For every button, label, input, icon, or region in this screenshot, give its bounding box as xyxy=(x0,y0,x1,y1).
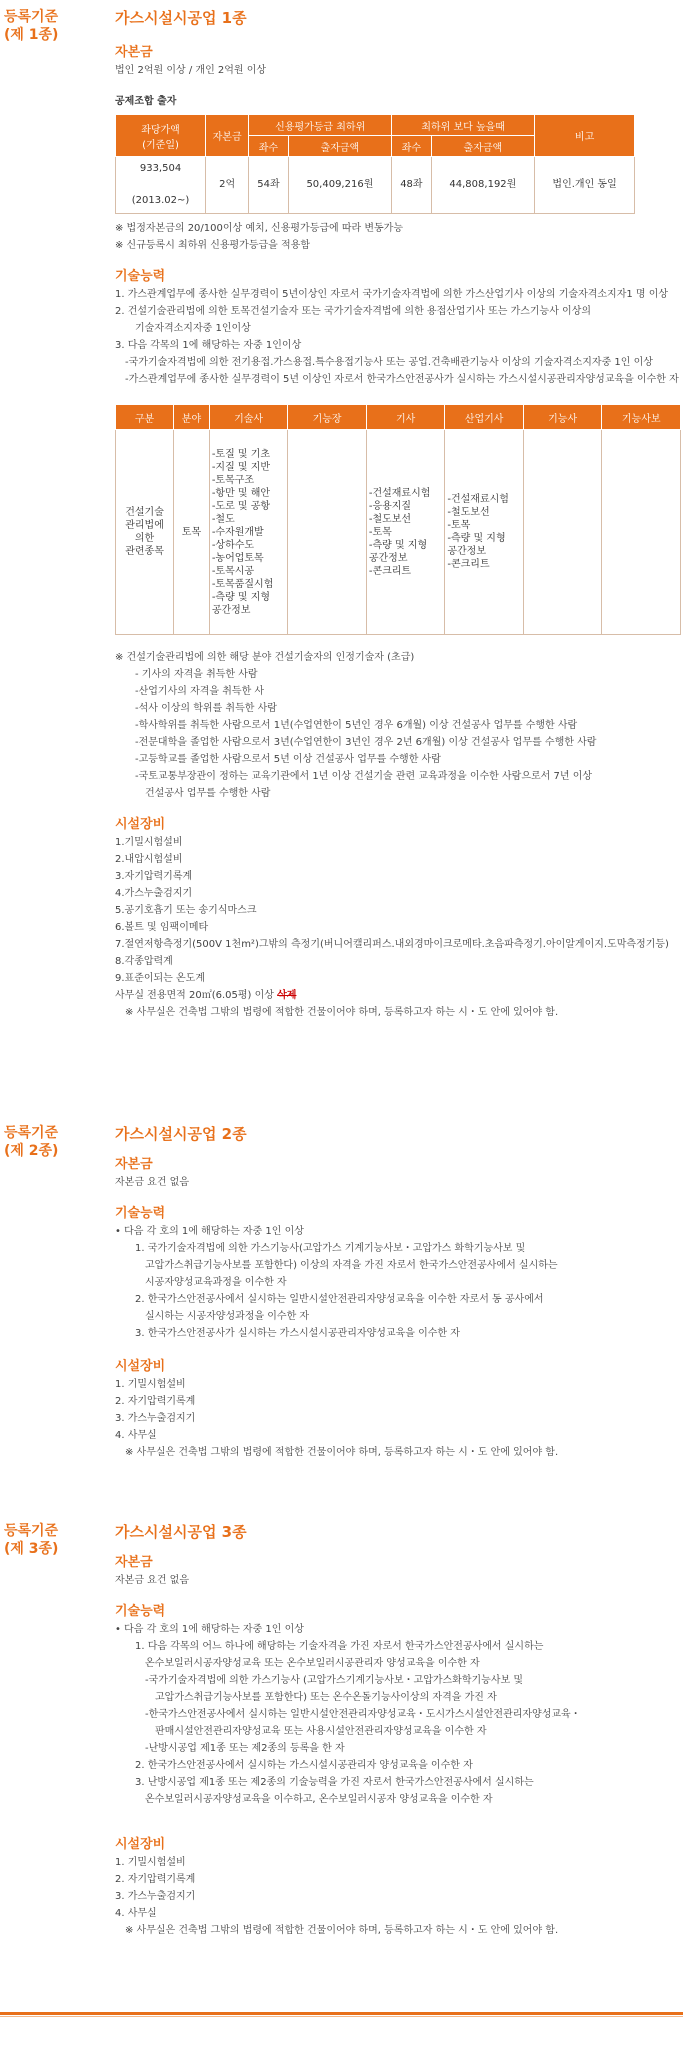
cell-industrial xyxy=(445,430,524,635)
note-line: ※ 법정자본금의 20/100이상 예치, 신용평가등급에 따라 변동가능 xyxy=(115,223,403,234)
skill-line: 판매시설안전관리자양성교육 또는 사용시설안전관리자양성교육을 이수한 자 xyxy=(155,1726,487,1737)
skill-line: • 다음 각 호의 1에 해당하는 자중 1인 이상 xyxy=(115,1624,304,1635)
subject-item: -상하수도 xyxy=(211,539,255,551)
category-line: 관련종목 xyxy=(125,546,164,557)
subject-item: 공간정보 xyxy=(447,546,486,557)
th-col-7: 기능사보 xyxy=(602,405,681,430)
th-amount-a: 출자금액 xyxy=(288,136,392,157)
equipment-item: 1. 기밀시험설비 xyxy=(115,1857,186,1868)
qualification-table xyxy=(115,404,681,635)
cell-unit-value-2: (2013.02~) xyxy=(131,195,190,206)
skill-line: 고압가스취급기능사보를 포함한다) 또는 온수온돌기능사이상의 자격을 가진 자 xyxy=(155,1692,497,1703)
union-notes xyxy=(115,220,680,254)
cell-engineer xyxy=(209,430,288,635)
th-units-b: 좌수 xyxy=(392,136,431,157)
th-col-6: 기능사 xyxy=(523,405,602,430)
equipment-item: 8.각종압력계 xyxy=(115,956,173,967)
cell-gisa xyxy=(366,430,445,635)
skill-line: 2. 건설기술관리법에 의한 토목건설기술자 또는 국가기술자격법에 의한 용접산업기사 또는 가스기능사 이상의 xyxy=(115,306,592,317)
skill-line: 1. 가스관계업무에 종사한 실무경력이 5년이상인 자로서 국가기술자격법에 의한 가스산업기사 이상의 기술자격소지자1 명 이상 xyxy=(115,289,669,300)
section-title: 가스시설시공업 1종 xyxy=(115,9,247,27)
cell-field: 토목 xyxy=(174,430,210,635)
th-note: 비고 xyxy=(535,115,635,157)
cell-craftsman xyxy=(523,430,602,635)
equipment-list xyxy=(115,1854,680,1922)
qualification-line: ※ 건설기술관리법에 의한 해당 분야 건설기술자의 인정기술자 (초급) xyxy=(115,652,415,663)
subject-item: -건설재료시험 xyxy=(447,494,509,505)
cell-category xyxy=(116,430,174,635)
skill-list xyxy=(115,1621,680,1808)
footer-divider-light xyxy=(0,2016,683,2017)
subject-item: -항만 및 해안 xyxy=(211,487,271,499)
capital-heading: 자본금 xyxy=(115,45,153,60)
skill-line: 2. 한국가스안전공사에서 실시하는 일반시설안전관리자양성교육을 이수한 자로서 동 공사에서 xyxy=(135,1294,544,1305)
equipment-item: 4.가스누출검지기 xyxy=(115,888,193,899)
cell-master xyxy=(288,430,367,635)
equipment-item: 2. 자기압력기록계 xyxy=(115,1874,196,1885)
skill-line: 실시하는 시공자양성과정을 이수한 자 xyxy=(145,1311,310,1322)
th-units-a: 좌수 xyxy=(249,136,288,157)
section-title: 가스시설시공업 3종 xyxy=(115,1523,247,1541)
category-line: 관리법에 xyxy=(125,520,164,531)
equipment-item: 3. 가스누출검지기 xyxy=(115,1891,196,1902)
subject-item: -측량 및 지형 xyxy=(447,533,506,544)
subject-item: -토목구조 xyxy=(211,474,255,486)
skill-line: 1. 다음 각목의 어느 하나에 해당하는 기술자격을 가진 자로서 한국가스안전공사에서 실시하는 xyxy=(135,1641,544,1652)
skill-line: 고압가스취급기능사보를 포함한다) 이상의 자격을 가진 자로서 한국가스안전공사에서 실시하는 xyxy=(145,1260,558,1271)
qualification-notes xyxy=(115,649,680,802)
subject-item: -철도보선 xyxy=(368,513,412,525)
th-col-0: 구분 xyxy=(116,405,174,430)
th-amount-b: 출자금액 xyxy=(431,136,535,157)
cell-amount-b: 44,808,192원 xyxy=(431,157,535,214)
cell-capital: 2억 xyxy=(206,157,249,214)
side-label-class: (제 3종) xyxy=(4,1541,59,1557)
subject-item: -토목 xyxy=(368,526,392,538)
equipment-heading: 시설장비 xyxy=(115,1837,166,1852)
equipment-item: 4. 사무실 xyxy=(115,1430,157,1441)
capital-heading: 자본금 xyxy=(115,1157,153,1172)
qualification-table-header xyxy=(116,405,681,430)
registration-label-3 xyxy=(4,1522,89,1558)
cell-note: 법인.개인 동일 xyxy=(535,157,635,214)
equipment-item: 2. 자기압력기록계 xyxy=(115,1396,196,1407)
equipment-item: 5.공기호흡기 또는 송기식마스크 xyxy=(115,905,257,916)
qualification-line: 건설공사 업무를 수행한 사람 xyxy=(145,788,271,799)
subject-item: -콘크리트 xyxy=(447,559,490,570)
subject-item: -측량 및 지형 xyxy=(368,539,428,551)
qualification-line: -학사학위를 취득한 사람으로서 1년(수업연한이 5년인 경우 6개월) 이상 건설공사 업무를 수행한 사람 xyxy=(135,720,578,731)
skill-line: 3. 다음 각목의 1에 해당하는 자중 1인이상 xyxy=(115,340,302,351)
subject-item: -지질 및 지반 xyxy=(211,461,271,473)
skill-list xyxy=(115,1223,680,1342)
qualification-line: -고등학교를 졸업한 사람으로서 5년 이상 건설공사 업무를 수행한 사람 xyxy=(135,754,441,765)
side-label-class: (제 1종) xyxy=(4,27,59,43)
office-text: 사무실 전용면적 20㎡(6.05평) 이상 xyxy=(115,990,274,1001)
subject-item: 공간정보 xyxy=(368,552,408,564)
skill-line: -가스관계업무에 종사한 실무경력이 5년 이상인 자로서 한국가스안전공사가 실시하는 가스시설시공관리자양성교육을 이수한 자 xyxy=(125,374,679,385)
subject-item: -토목품질시험 xyxy=(211,578,274,590)
th-unit-value-2: (기준일) xyxy=(142,139,179,151)
equipment-heading: 시설장비 xyxy=(115,817,166,832)
capital-text: 자본금 요건 없음 xyxy=(115,1177,189,1188)
th-unit-value-1: 좌당가액 xyxy=(141,124,180,136)
skill-heading: 기술능력 xyxy=(115,1206,166,1221)
subject-item: -도로 및 공항 xyxy=(211,500,271,512)
cell-unit-value-1: 933,504 xyxy=(139,163,182,174)
side-label-line: 등록기준 xyxy=(4,1523,59,1539)
qualification-line: -석사 이상의 학위를 취득한 사람 xyxy=(135,703,277,714)
skill-line: 3. 한국가스안전공사가 실시하는 가스시설시공관리자양성교육을 이수한 자 xyxy=(135,1328,460,1339)
subject-item: -측량 및 지형 xyxy=(211,591,271,603)
th-col-1: 분야 xyxy=(174,405,210,430)
table-row xyxy=(116,157,635,214)
skill-line: 2. 한국가스안전공사에서 실시하는 가스시설시공관리자 양성교육을 이수한 자 xyxy=(135,1760,473,1771)
skill-line: -한국가스안전공사에서 실시하는 일반시설안전관리자양성교육・도시가스시설안전관리자양성교육・ xyxy=(145,1709,581,1720)
subject-item: -건설재료시험 xyxy=(368,487,431,499)
equipment-item: 9.표준이되는 온도계 xyxy=(115,973,205,984)
skill-line: -국가기술자격법에 의한 가스기능사 (고압가스기계기능사보・고압가스화학기능사보 및 xyxy=(145,1675,523,1686)
deleted-mark: 삭제 xyxy=(277,990,297,1001)
equipment-item: 4. 사무실 xyxy=(115,1908,157,1919)
cell-craftsman-assistant xyxy=(602,430,681,635)
subject-item: -철도 xyxy=(211,513,235,525)
side-label-line: 등록기준 xyxy=(4,1125,59,1141)
section-title: 가스시설시공업 2종 xyxy=(115,1125,247,1143)
capital-heading: 자본금 xyxy=(115,1555,153,1570)
side-label-class: (제 2종) xyxy=(4,1143,59,1159)
cell-amount-a: 50,409,216원 xyxy=(288,157,392,214)
subject-item: -응용지질 xyxy=(368,500,412,512)
cell-units-b: 48좌 xyxy=(392,157,431,214)
skill-line: -국가기술자격법에 의한 전기용접.가스용접.특수용접기능사 또는 공업.건축배관기능사 이상의 기술자격소지자중 1인 이상 xyxy=(125,357,653,368)
office-note: ※ 사무실은 건축법 그밖의 법령에 적합한 건물이어야 하며, 등록하고자 하는 시・도 안에 있어야 함. xyxy=(125,1007,559,1018)
skill-line: 시공자양성교육과정을 이수한 자 xyxy=(145,1277,287,1288)
cell-units-a: 54좌 xyxy=(249,157,288,214)
th-col-2: 기술사 xyxy=(209,405,288,430)
equipment-item: 6.볼트 및 임팩이메타 xyxy=(115,922,209,933)
qualification-line: -국토교통부장관이 정하는 교육기관에서 1년 이상 건설기술 관련 교육과정을 이수한 사람으로서 7년 이상 xyxy=(135,771,593,782)
registration-label-2 xyxy=(4,1124,89,1160)
subject-item: -농어업토목 xyxy=(211,552,264,564)
skill-line: 온수보일러시공자양성교육 또는 온수보일러시공관리자 양성교육을 이수한 자 xyxy=(145,1658,480,1669)
skill-line: 온수보일러시공자양성교육을 이수하고, 온수보일러시공자 양성교육을 이수한 자 xyxy=(145,1794,493,1805)
section-2-content xyxy=(115,1124,680,1461)
equipment-item: 3. 가스누출검지기 xyxy=(115,1413,196,1424)
th-unit-value xyxy=(116,115,206,157)
section-3-content xyxy=(115,1522,680,1939)
table-row xyxy=(116,430,681,635)
skill-line: -난방시공업 제1종 또는 제2종의 등록을 한 자 xyxy=(145,1743,345,1754)
category-line: 의한 xyxy=(134,533,155,544)
skill-heading: 기술능력 xyxy=(115,269,166,284)
office-note: ※ 사무실은 건축법 그밖의 법령에 적합한 건물이어야 하며, 등록하고자 하는 시・도 안에 있어야 함. xyxy=(125,1925,559,1936)
cell-unit-value xyxy=(116,157,206,214)
qualification-line: -산업기사의 자격을 취득한 사 xyxy=(135,686,265,697)
th-credit-higher: 최하위 보다 높을때 xyxy=(392,115,535,136)
equipment-item: 2.내압시험설비 xyxy=(115,854,183,865)
equipment-item: 1. 기밀시험설비 xyxy=(115,1379,186,1390)
section-1-content xyxy=(115,8,680,1021)
th-col-3: 기능장 xyxy=(288,405,367,430)
equipment-list xyxy=(115,1376,680,1444)
footer-divider xyxy=(0,2012,683,2015)
subject-item: -토질 및 기초 xyxy=(211,448,271,460)
equipment-item: 1.기밀시험설비 xyxy=(115,837,183,848)
th-credit-min: 신용평가등급 최하위 xyxy=(249,115,392,136)
skill-line: 기술자격소지자중 1인이상 xyxy=(135,323,251,334)
skill-line: 3. 난방시공업 제1종 또는 제2종의 기술능력을 가진 자로서 한국가스안전공사에서 실시하는 xyxy=(135,1777,534,1788)
category-line: 건설기술 xyxy=(125,507,164,518)
equipment-heading: 시설장비 xyxy=(115,1359,166,1374)
note-line: ※ 신규등록시 최하위 신용평가등급을 적용함 xyxy=(115,240,310,251)
union-heading: 공제조합 출자 xyxy=(115,96,177,107)
union-investment-table xyxy=(115,114,635,214)
qualification-line: -전문대학을 졸업한 사람으로서 3년(수업연한이 3년인 경우 2년 6개월) 이상 건설공사 업무를 수행한 사람 xyxy=(135,737,597,748)
th-col-5: 산업기사 xyxy=(445,405,524,430)
subject-item: -철도보선 xyxy=(447,507,490,518)
capital-text: 자본금 요건 없음 xyxy=(115,1575,189,1586)
th-capital: 자본금 xyxy=(206,115,249,157)
office-note: ※ 사무실은 건축법 그밖의 법령에 적합한 건물이어야 하며, 등록하고자 하는 시・도 안에 있어야 함. xyxy=(125,1447,559,1458)
subject-item: -수자원개발 xyxy=(211,526,264,538)
equipment-item: 3.자기압력기록계 xyxy=(115,871,193,882)
skill-list xyxy=(115,286,680,388)
skill-line: • 다음 각 호의 1에 해당하는 자중 1인 이상 xyxy=(115,1226,304,1237)
office-requirement xyxy=(115,987,680,1004)
skill-line: 1. 국가기술자격법에 의한 가스기능사(고압가스 기계기능사보・고압가스 화학기능사보 및 xyxy=(135,1243,526,1254)
skill-heading: 기술능력 xyxy=(115,1604,166,1619)
subject-item: -토목시공 xyxy=(211,565,255,577)
registration-label-1 xyxy=(4,8,89,44)
subject-item: -콘크리트 xyxy=(368,565,412,577)
qualification-line: - 기사의 자격을 취득한 사람 xyxy=(135,669,258,680)
side-label-line: 등록기준 xyxy=(4,9,59,25)
th-col-4: 기사 xyxy=(366,405,445,430)
subject-item: -토목 xyxy=(447,520,471,531)
subject-item: 공간정보 xyxy=(211,604,251,616)
capital-text: 법인 2억원 이상 / 개인 2억원 이상 xyxy=(115,65,267,76)
equipment-item: 7.절연저항측정기(500V 1천m²)그밖의 측정기(버니어캘리퍼스.내외경마이크로메타.초음파측정기.아이알게이지.도막측정기등) xyxy=(115,939,669,950)
equipment-list xyxy=(115,834,680,987)
